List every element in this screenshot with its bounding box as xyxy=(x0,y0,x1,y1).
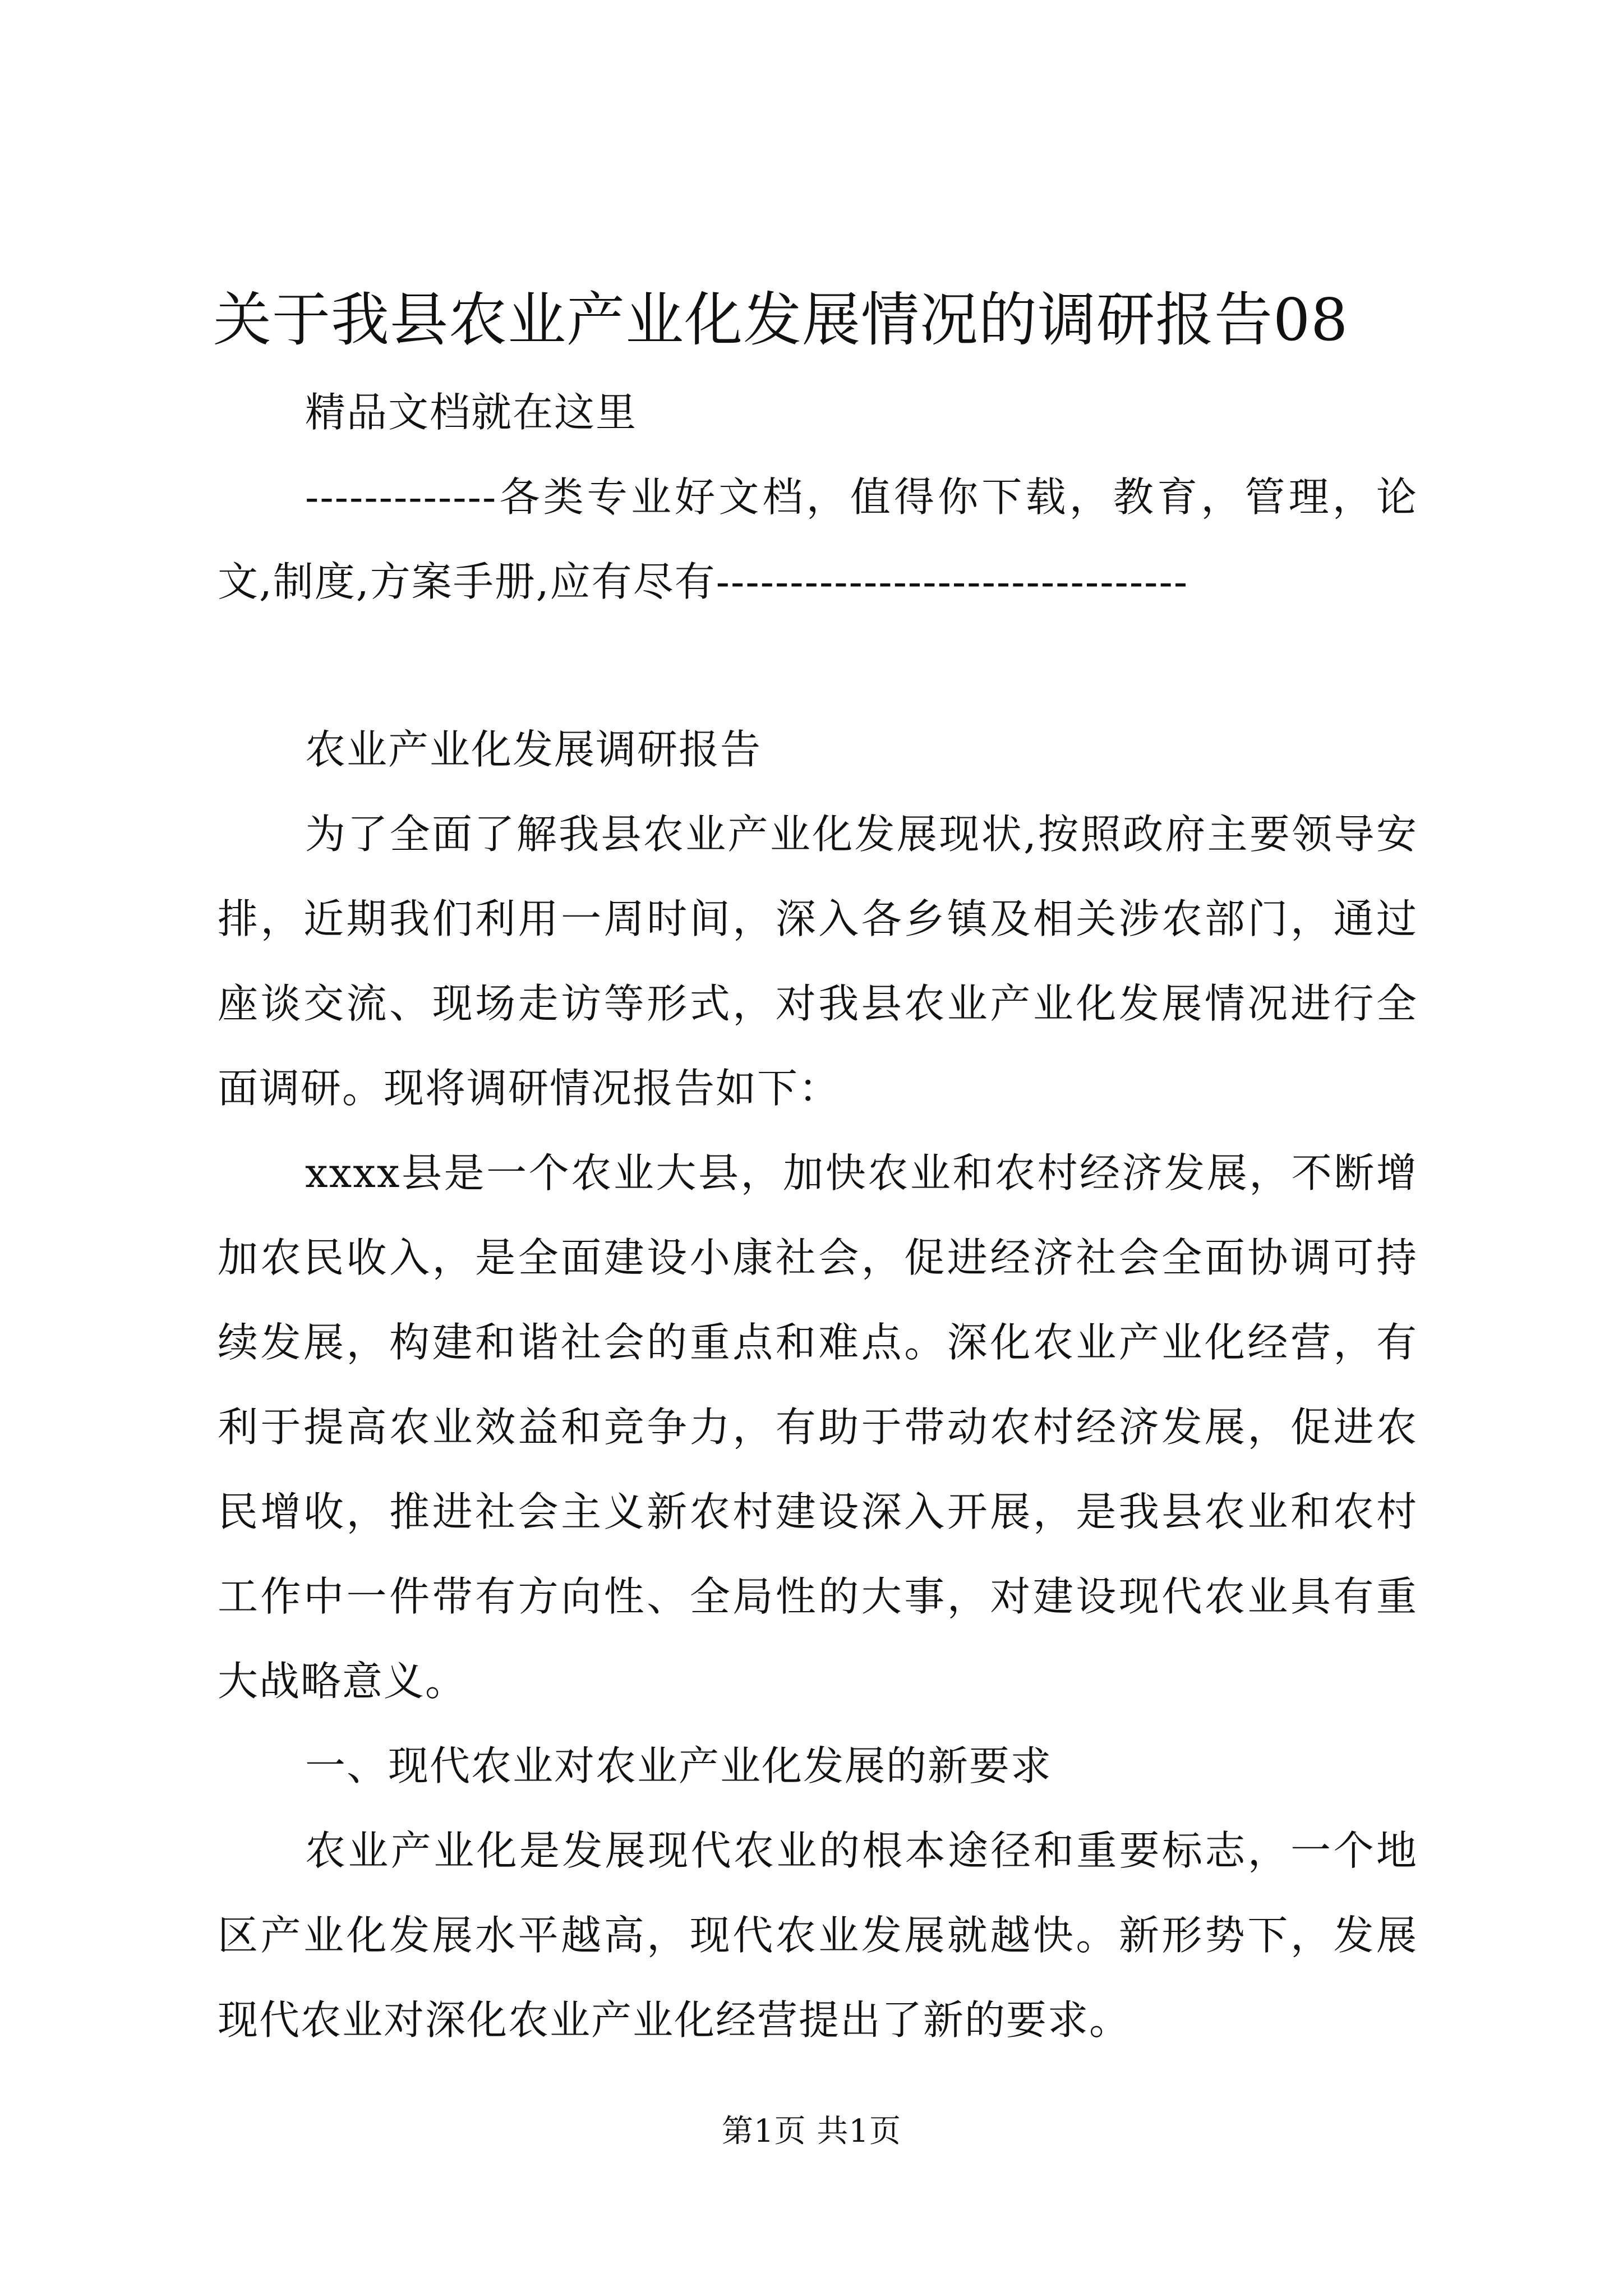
body-paragraph-background: xxxx县是一个农业大县，加快农业和农村经济发展，不断增加农民收入，是全面建设小康社会，促进经济社会全面协调可持续发展，构建和谐社会的重点和难点。深化农业产业化经营，有利于提高农业效益和竞争力，有助于带动农村经济发展，促进农民增收，推进社会主义新农村建设深入开展，是我县农业和农村工作中一件带有方向性、全局性的大事，对建设现代农业具有重大战略意义。 xyxy=(218,1149,1418,1705)
section-heading-1: 一、现代农业对农业产业化发展的新要求 xyxy=(305,1742,1053,1789)
banner-description: -------------各类专业好文档，值得你下载，教育，管理，论文,制度,方案手册,应有尽有-------------------------------- xyxy=(218,473,1418,605)
banner-line: 精品文档就在这里 xyxy=(305,389,638,436)
body-paragraph-intro: 为了全面了解我县农业产业化发展现状,按照政府主要领导安排，近期我们利用一周时间，深入各乡镇及相关涉农部门，通过座谈交流、现场走访等形式，对我县农业产业化发展情况进行全面调研。现将调研情况报告如下： xyxy=(218,811,1418,1112)
paragraph-spacer xyxy=(218,624,1418,707)
page-footer xyxy=(0,2109,1623,2154)
report-subtitle: 农业产业化发展调研报告 xyxy=(305,726,762,773)
document-body xyxy=(218,370,1418,2063)
body-paragraph-section-1: 农业产业化是发展现代农业的根本途径和重要标志，一个地区产业化发展水平越高，现代农业发展就越快。新形势下，发展现代农业对深化农业产业化经营提出了新的要求。 xyxy=(218,1827,1418,2044)
page-number-label: 第1页 共1页 xyxy=(721,2113,902,2150)
document-title: 关于我县农业产业化发展情况的调研报告08 xyxy=(213,286,1349,354)
